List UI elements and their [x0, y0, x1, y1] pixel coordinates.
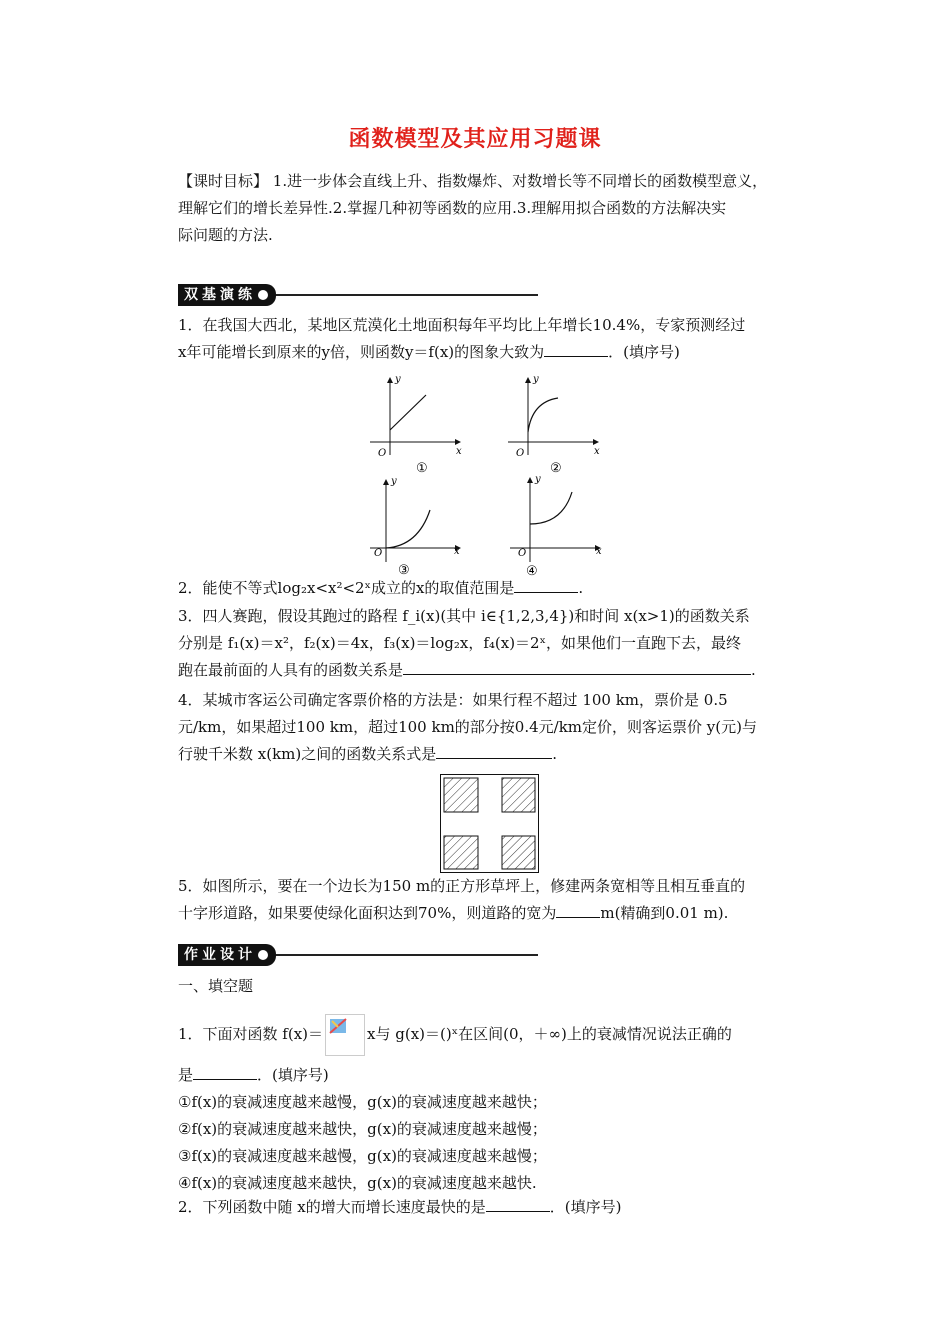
- svg-text:y: y: [533, 374, 539, 385]
- graph-2: [508, 374, 600, 476]
- svg-text:O: O: [378, 448, 387, 459]
- question-4: 4．某城市客运公司确定客票价格的方法是：如果行程不超过 100 km，票价是 0.5 元/km，如果超过100 km，超过100 km的部分按0.4元/km定价，则客运票价 y(元)与 行驶千米数 x(km)之间的函数关系式是 .: [178, 691, 757, 763]
- option-1: ①f(x)的衰减速度越来越慢，g(x)的衰减速度越来越快；: [178, 1093, 547, 1111]
- answer-blank: [556, 903, 600, 918]
- answer-blank: [193, 1065, 257, 1080]
- svg-text:O: O: [518, 548, 527, 559]
- objectives: 【课时目标】 1.进一步体会直线上升、指数爆炸、对数增长等不同增长的函数模型意义， 理解它们的增长差异性.2.掌握几种初等函数的应用.3.理解用拟合函数的方法解决实 际问题的方法.: [178, 172, 768, 244]
- svg-text:x: x: [596, 546, 602, 557]
- homework-question-1: 1．下面对函数 f(x)＝ x与 g(x)＝()ˣ在区间(0，＋∞)上的衰减情况说法正确的 是 ．(填序号) ①f(x)的衰减速度越来越慢，g(x)的衰减速度越来越快； ②f(x)的衰减速度越来越快，g(x)的衰减速度越来越慢； ③f(x)的衰减速度越来越慢，g(x)的衰减速度越来越慢； ④f(x)的衰减速度越来越快，g(x)的衰减速度越来越快.: [178, 1014, 808, 1197]
- svg-text:x: x: [454, 546, 460, 557]
- answer-blank: [486, 1197, 550, 1212]
- svg-text:①: ①: [416, 461, 428, 476]
- formula-image-placeholder: [325, 1014, 365, 1056]
- svg-text:y: y: [395, 374, 401, 385]
- svg-text:x: x: [456, 446, 462, 457]
- svg-text:y: y: [391, 476, 397, 487]
- question-1: 1．在我国大西北，某地区荒漠化土地面积每年平均比上年增长10.4%，专家预测经过 x年可能增长到原来的y倍，则函数y＝f(x)的图象大致为 ．(填序号): [178, 316, 746, 361]
- svg-text:③: ③: [398, 563, 410, 578]
- question-2: 2．能使不等式log₂x<x²<2ˣ成立的x的取值范围是 .: [178, 579, 584, 597]
- lawn-cross-diagram: [440, 774, 540, 874]
- section-header-basics: 双基演练: [178, 285, 538, 305]
- answer-blank: [436, 744, 552, 759]
- svg-text:②: ②: [550, 461, 562, 476]
- page-title: 函数模型及其应用习题课: [348, 126, 602, 152]
- homework-question-2: 2．下列函数中随 x的增大而增长速度最快的是 ．(填序号): [178, 1198, 622, 1216]
- option-4: ④f(x)的衰减速度越来越快，g(x)的衰减速度越来越快.: [178, 1174, 537, 1192]
- svg-text:O: O: [516, 448, 525, 459]
- section-header-homework: 作业设计: [178, 945, 538, 965]
- question-5: 5．如图所示，要在一个边长为150 m的正方形草坪上，修建两条宽相等且相互垂直的 十字形道路，如果要使绿化面积达到70%，则道路的宽为 m(精确到0.01 m).: [178, 877, 746, 922]
- answer-blank: [403, 660, 751, 675]
- graph-1: [370, 374, 462, 476]
- svg-text:④: ④: [526, 564, 538, 579]
- answer-blank: [514, 578, 578, 593]
- graph-4: [510, 474, 602, 579]
- svg-text:y: y: [535, 474, 541, 485]
- option-3: ③f(x)的衰减速度越来越慢，g(x)的衰减速度越来越慢；: [178, 1147, 547, 1165]
- option-2: ②f(x)的衰减速度越来越快，g(x)的衰减速度越来越慢；: [178, 1120, 547, 1138]
- objectives-label: 【课时目标】: [178, 172, 269, 190]
- svg-text:O: O: [374, 548, 383, 559]
- q1-graphs: [360, 370, 620, 580]
- question-3: 3．四人赛跑，假设其跑过的路程 f_i(x)(其中 i∈{1,2,3,4})和时间 x(x>1)的函数关系 分别是 f₁(x)＝x²，f₂(x)＝4x，f₃(x)＝log₂x，f₄(x)＝2ˣ，如果他们一直跑下去，最终 跑在最前面的人具有的函数关系是 .: [178, 607, 756, 679]
- part-title: 一、填空题: [178, 977, 254, 995]
- svg-text:x: x: [594, 446, 600, 457]
- answer-blank: [544, 342, 608, 357]
- graph-3: [370, 476, 460, 578]
